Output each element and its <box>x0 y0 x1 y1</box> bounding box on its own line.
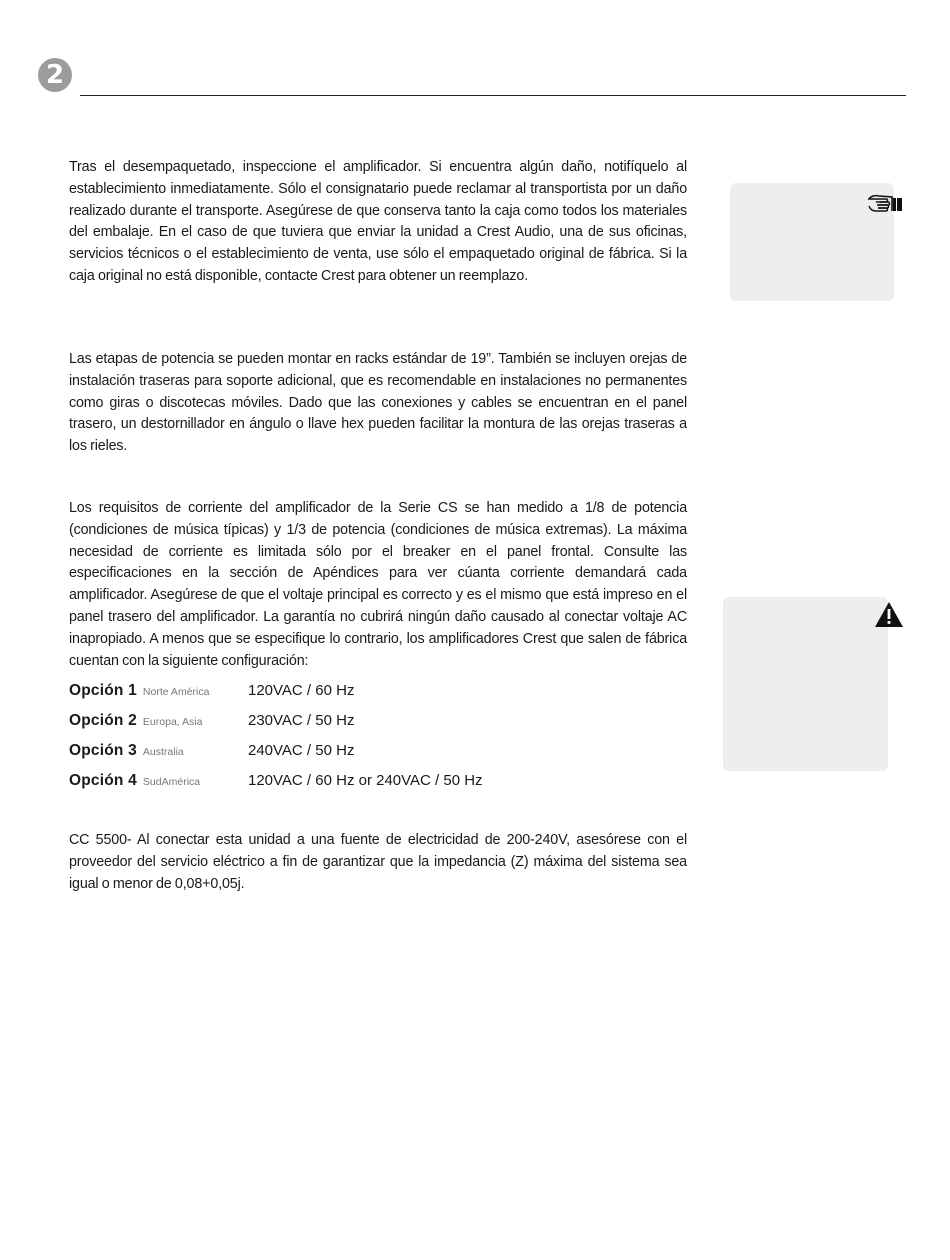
option-value: 120VAC / 60 Hz <box>248 682 355 699</box>
list-item <box>69 772 689 802</box>
voltage-options-list <box>69 682 689 802</box>
option-region: Norte América <box>142 686 210 698</box>
option-value: 240VAC / 50 Hz <box>248 742 355 759</box>
power-requirements-paragraph: Los requisitos de corriente del amplificador de la Serie CS se han medido a 1/8 de potencia (condiciones de música típicas) y 1/3 de potencia (condiciones de música extremas). La máxima necesidad de corriente es limitada sólo por el breaker en el panel frontal. Consulte las especificaciones en la sección de Apéndices para ver cúanta corriente demandará cada amplificador. Asegúrese de que el voltaje principal es correcto y es el mismo que está impreso en el panel trasero del amplificador. La garantía no cubrirá ningún daño causado al conectar voltaje AC inapropiado. A menos que se especifique lo contrario, los amplificadores Crest que salen de fábrica cuentan con la siguiente configuración: <box>69 500 687 669</box>
unpacking-paragraph: Tras el desempaquetado, inspeccione el amplificador. Si encuentra algún daño, notifíquelo al establecimiento inmediatamente. Sólo el consignatario puede reclamar al transportista por un daño realizado durante el transporte. Asegúrese de que conserva tanto la caja como todos los materiales del embalaje. En el caso de que tuviera que enviar la unidad a Crest Audio, una de sus oficinas, servicios técnicos o el establecimiento de venta, use sólo el empaquetado original de fábrica. Si la caja original no está disponible, contacte Crest para obtener un reemplazo. <box>69 159 687 284</box>
mounting-paragraph: Las etapas de potencia se pueden montar en racks estándar de 19”. También se incluyen orejas de instalación traseras para soporte adicional, que es recomendable en instalaciones no permanentes como giras o discotecas móviles. Dado que las conexiones y cables se encuentran en el panel trasero, un destornillador en ángulo o llave hex pueden facilitar la montura de las orejas traseras a los rieles. <box>69 351 687 455</box>
list-item <box>69 742 689 772</box>
option-name: Opción 2 <box>69 712 137 729</box>
option-region: SudAmérica <box>142 776 201 788</box>
option-region: Europa, Asia <box>142 716 203 728</box>
option-name: Opción 4 <box>69 772 137 789</box>
option-name: Opción 1 <box>69 682 137 699</box>
list-item <box>69 682 689 712</box>
pointing-hand-icon <box>866 193 904 215</box>
option-name: Opción 3 <box>69 742 137 759</box>
chapter-number-badge: 2 <box>38 58 72 92</box>
list-item <box>69 712 689 742</box>
header-rule <box>80 95 906 96</box>
sidebar-warning-panel <box>723 597 888 771</box>
warning-triangle-icon <box>874 601 904 628</box>
option-region: Australia <box>142 746 184 758</box>
option-value: 230VAC / 50 Hz <box>248 712 355 729</box>
option-value: 120VAC / 60 Hz or 240VAC / 50 Hz <box>248 772 483 789</box>
cc5500-note-paragraph: CC 5500- Al conectar esta unidad a una fuente de electricidad de 200-240V, asesórese con el proveedor del servicio eléctrico a fin de garantizar que la impedancia (Z) máxima del sistema sea igual o menor de 0,08+0,05j. <box>69 832 687 892</box>
